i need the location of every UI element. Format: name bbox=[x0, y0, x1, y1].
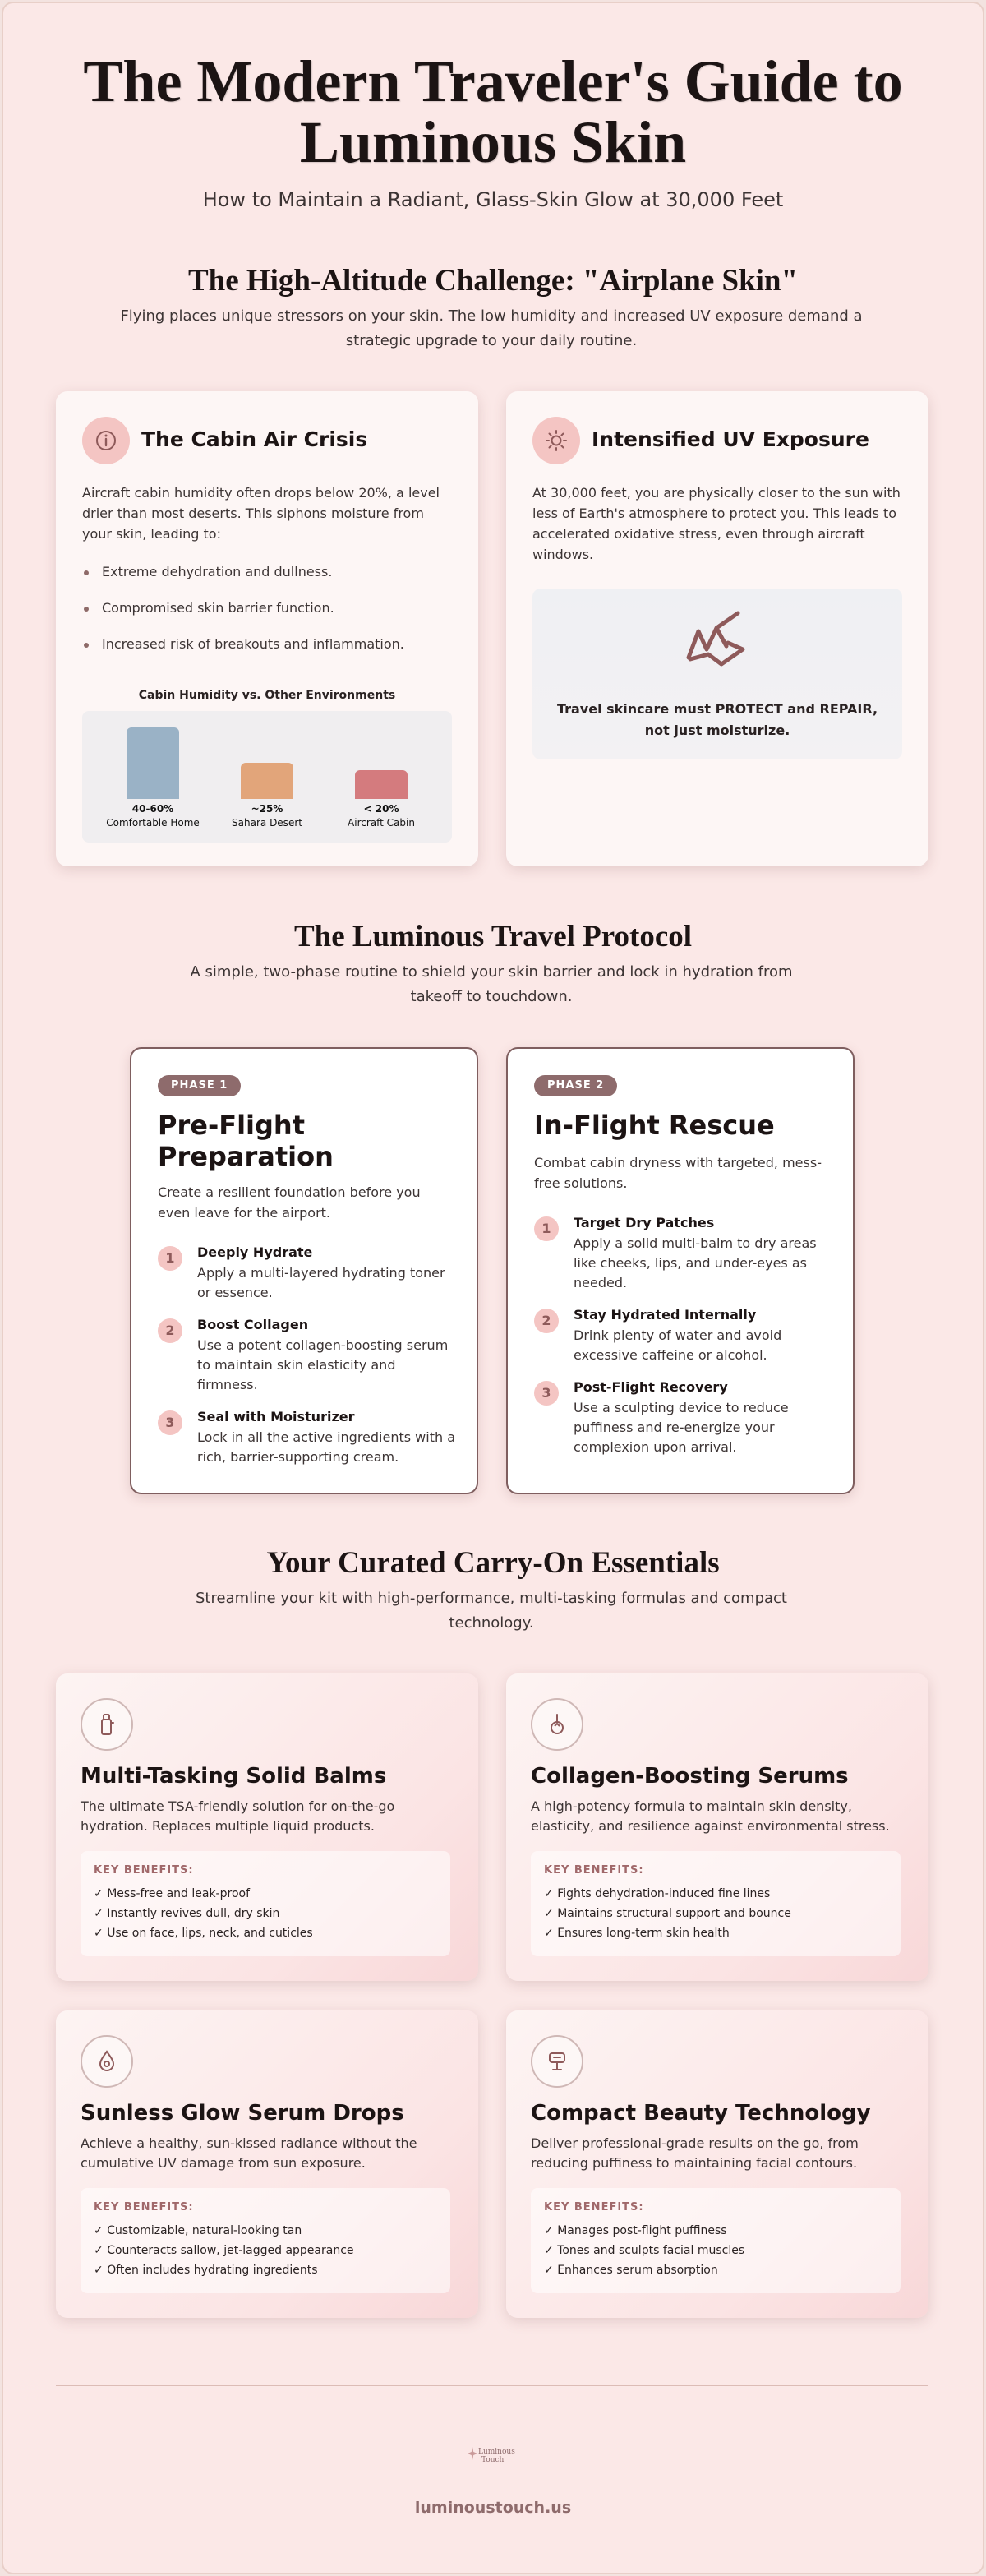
cabin-air-title: The Cabin Air Crisis bbox=[141, 427, 368, 451]
page-subtitle: How to Maintain a Radiant, Glass-Skin Glow at 30,000 Feet bbox=[202, 188, 784, 211]
benefit-item: ✓ Often includes hydrating ingredients bbox=[94, 2264, 318, 2277]
step-number: 3 bbox=[534, 1381, 559, 1406]
brand-logo: Luminous Touch bbox=[478, 2448, 515, 2464]
drop-icon bbox=[81, 2035, 133, 2088]
step-title: Post-Flight Recovery bbox=[574, 1379, 728, 1395]
bullet-item: Extreme dehydration and dullness. bbox=[102, 564, 333, 579]
benefits-label: KEY BENEFITS: bbox=[94, 2201, 194, 2214]
step-text: Use a sculpting device to reduce puffiness and re-energize your complexion upon arrival. bbox=[574, 1400, 789, 1455]
step-text: Drink plenty of water and avoid excessive caffeine or alcohol. bbox=[574, 1327, 782, 1363]
essentials-text: Streamline your kit with high-performance, multi-tasking formulas and compact technology. bbox=[196, 1590, 787, 1632]
benefits-label: KEY BENEFITS: bbox=[544, 1864, 644, 1877]
phase1-text: Create a resilient foundation before you even leave for the airport. bbox=[158, 1184, 421, 1221]
benefit-item: ✓ Enhances serum absorption bbox=[544, 2264, 718, 2277]
benefit-item: ✓ Mess-free and leak-proof bbox=[94, 1887, 250, 1900]
phase2-title: In-Flight Rescue bbox=[534, 1110, 775, 1141]
phase1-title: Pre-Flight Preparation bbox=[158, 1110, 334, 1172]
benefits-box bbox=[531, 2188, 901, 2293]
protocol-title: The Luminous Travel Protocol bbox=[293, 920, 693, 953]
chart-bar bbox=[127, 727, 179, 799]
serum-dropper-icon bbox=[531, 1698, 583, 1751]
sun-icon bbox=[532, 417, 580, 464]
beauty-device-icon bbox=[531, 2035, 583, 2088]
benefit-item: ✓ Manages post-flight puffiness bbox=[544, 2224, 727, 2237]
chart-title: Cabin Humidity vs. Other Environments bbox=[138, 689, 396, 702]
benefits-box bbox=[81, 2188, 450, 2293]
balm-stick-icon bbox=[81, 1698, 133, 1751]
step-text: Apply a solid multi-balm to dry areas like cheeks, lips, and under-eyes as needed. bbox=[574, 1235, 817, 1290]
chart-value-label: < 20% bbox=[363, 803, 399, 815]
step-number: 2 bbox=[534, 1309, 559, 1333]
phase2-text: Combat cabin dryness with targeted, mess-free solutions. bbox=[534, 1155, 822, 1191]
benefit-item: ✓ Use on face, lips, neck, and cuticles bbox=[94, 1927, 313, 1940]
benefit-item: ✓ Counteracts sallow, jet-lagged appearance bbox=[94, 2244, 354, 2257]
chart-category-label: Sahara Desert bbox=[232, 817, 302, 829]
essentials-title: Your Curated Carry-On Essentials bbox=[266, 1546, 720, 1580]
benefits-box bbox=[81, 1851, 450, 1956]
step-title: Seal with Moisturizer bbox=[197, 1409, 355, 1424]
step-text: Lock in all the active ingredients with a rich, barrier-supporting cream. bbox=[197, 1429, 456, 1465]
step-text: Apply a multi-layered hydrating toner or essence. bbox=[197, 1265, 445, 1300]
benefit-item: ✓ Maintains structural support and bounce bbox=[544, 1907, 791, 1920]
benefits-label: KEY BENEFITS: bbox=[94, 1864, 194, 1877]
product-card-glow-drops bbox=[56, 2010, 478, 2318]
info-icon bbox=[82, 417, 130, 464]
product-title: Collagen-Boosting Serums bbox=[531, 1764, 849, 1789]
step-title: Boost Collagen bbox=[197, 1317, 309, 1332]
benefit-item: ✓ Ensures long-term skin health bbox=[544, 1927, 730, 1940]
bullet-item: Increased risk of breakouts and inflammation. bbox=[102, 636, 404, 652]
challenge-title: The High-Altitude Challenge: "Airplane Skin" bbox=[187, 264, 799, 298]
phase1-badge: PHASE 1 bbox=[158, 1075, 241, 1096]
product-title: Sunless Glow Serum Drops bbox=[81, 2101, 404, 2126]
step-number: 1 bbox=[158, 1246, 182, 1271]
step-number: 1 bbox=[534, 1216, 559, 1241]
benefit-item: ✓ Customizable, natural-looking tan bbox=[94, 2224, 302, 2237]
chart-value-label: ~25% bbox=[251, 803, 283, 815]
protocol-text: A simple, two-phase routine to shield your skin barrier and lock in hydration from takeoff to touchdown. bbox=[190, 963, 793, 1005]
chart-value-label: 40-60% bbox=[131, 803, 174, 815]
step-number: 3 bbox=[158, 1410, 182, 1435]
humidity-chart bbox=[82, 711, 452, 843]
benefits-box bbox=[531, 1851, 901, 1956]
benefit-item: ✓ Fights dehydration-induced fine lines bbox=[544, 1887, 771, 1900]
product-card-solid-balms bbox=[56, 1673, 478, 1981]
product-text: The ultimate TSA-friendly solution for on-the-go hydration. Replaces multiple liquid products. bbox=[81, 1798, 395, 1834]
product-text: Deliver professional-grade results on the go, from reducing puffiness to maintaining facial contours. bbox=[531, 2135, 859, 2171]
step-text: Use a potent collagen-boosting serum to maintain skin elasticity and firmness. bbox=[197, 1337, 449, 1392]
chart-bar bbox=[355, 770, 408, 799]
step-title: Target Dry Patches bbox=[574, 1215, 715, 1230]
page-title: The Modern Traveler's Guide to Luminous Skin bbox=[83, 48, 903, 175]
challenge-text: Flying places unique stressors on your skin. The low humidity and increased UV exposure demand a strategic upgrade to your daily routine. bbox=[120, 307, 863, 349]
chart-bar bbox=[241, 763, 293, 799]
chart-category-label: Aircraft Cabin bbox=[348, 817, 415, 829]
benefits-label: KEY BENEFITS: bbox=[544, 2201, 644, 2214]
chart-category-label: Comfortable Home bbox=[106, 817, 200, 829]
product-card-collagen-serums bbox=[506, 1673, 928, 1981]
step-title: Deeply Hydrate bbox=[197, 1244, 313, 1260]
phase2-badge: PHASE 2 bbox=[534, 1075, 617, 1096]
product-title: Compact Beauty Technology bbox=[531, 2101, 871, 2126]
uv-text: At 30,000 feet, you are physically closer to the sun with less of Earth's atmosphere to protect you. This leads to accelerated oxidative stress, even through aircraft windows. bbox=[532, 485, 901, 562]
benefit-item: ✓ Tones and sculpts facial muscles bbox=[544, 2244, 745, 2257]
cabin-air-text: Aircraft cabin humidity often drops below 20%, a level drier than most deserts. This siphons moisture from your skin, leading to: bbox=[82, 485, 440, 542]
step-title: Stay Hydrated Internally bbox=[574, 1307, 757, 1323]
product-card-beauty-tech bbox=[506, 2010, 928, 2318]
uv-title: Intensified UV Exposure bbox=[592, 427, 869, 451]
shield-repair-icon bbox=[680, 610, 754, 676]
bullet-item: Compromised skin barrier function. bbox=[102, 600, 334, 616]
uv-callout bbox=[532, 589, 902, 759]
footer-url[interactable]: luminoustouch.us bbox=[414, 2499, 572, 2517]
product-text: Achieve a healthy, sun-kissed radiance without the cumulative UV damage from sun exposure. bbox=[81, 2135, 417, 2171]
step-number: 2 bbox=[158, 1318, 182, 1343]
product-title: Multi-Tasking Solid Balms bbox=[81, 1764, 387, 1789]
footer-divider bbox=[56, 2385, 928, 2386]
logo-sparkle-icon bbox=[467, 2446, 478, 2461]
uv-callout-text: Travel skincare must PROTECT and REPAIR, not just moisturize. bbox=[556, 701, 878, 738]
benefit-item: ✓ Instantly revives dull, dry skin bbox=[94, 1907, 280, 1920]
product-text: A high-potency formula to maintain skin density, elasticity, and resilience against environmental stress. bbox=[531, 1798, 890, 1834]
